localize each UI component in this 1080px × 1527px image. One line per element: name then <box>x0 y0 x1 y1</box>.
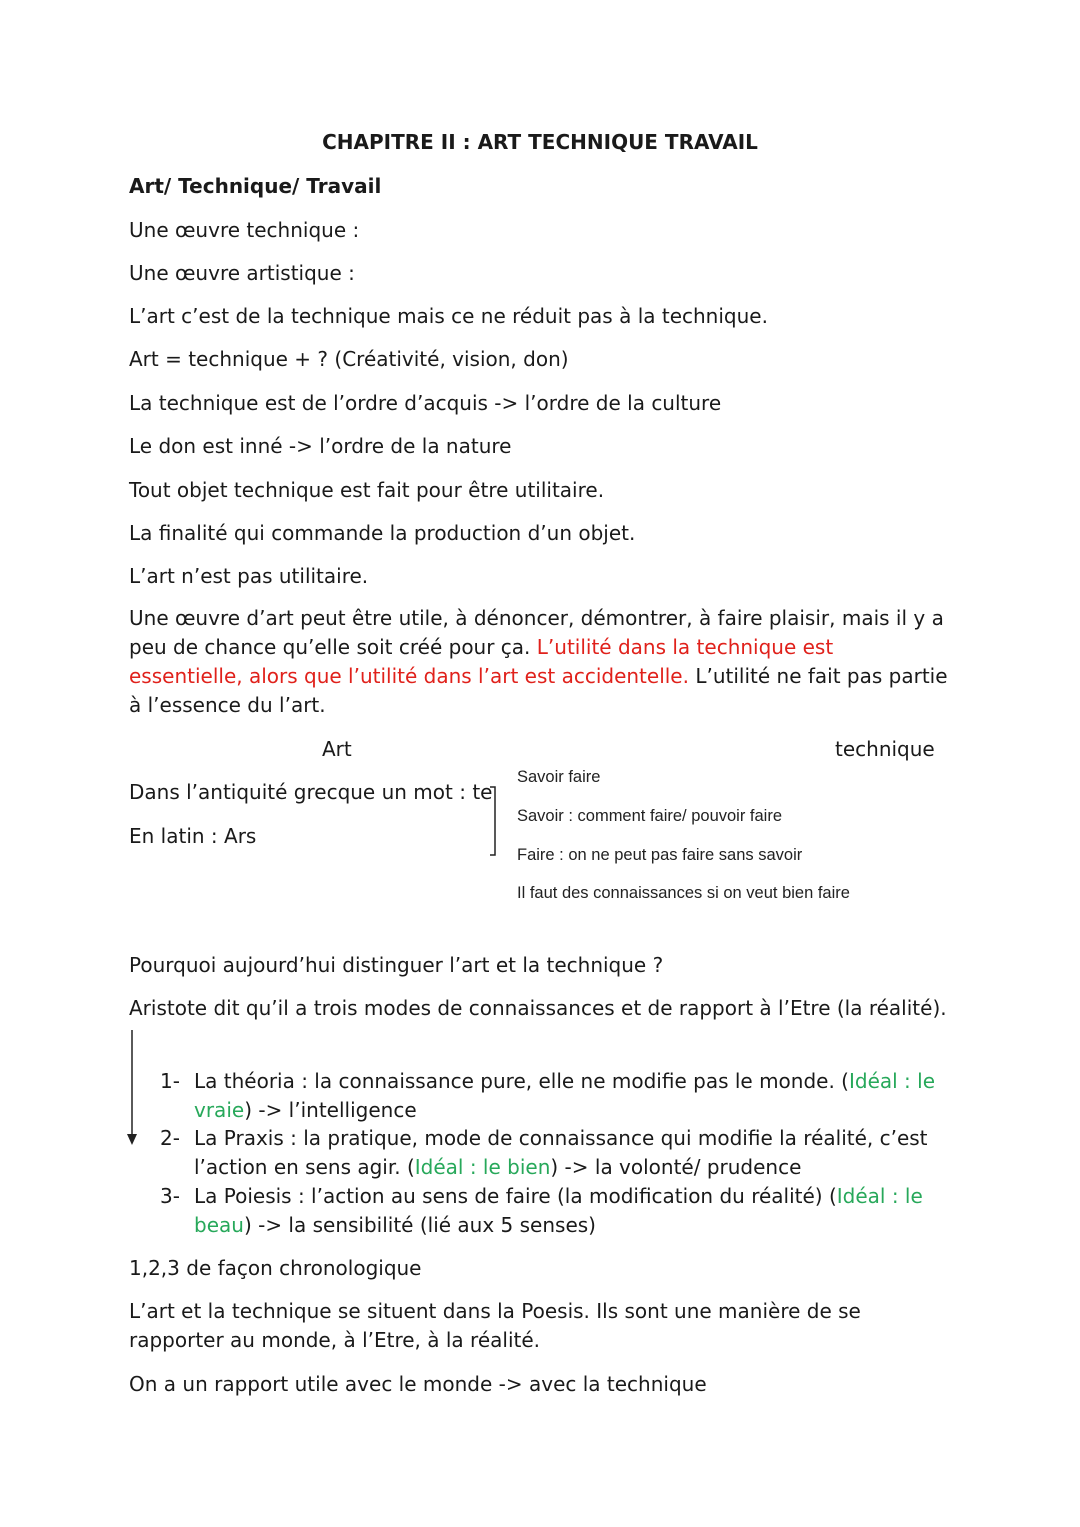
list-item <box>160 1124 960 1182</box>
technique-label: technique <box>835 737 935 761</box>
list-item <box>160 1182 960 1240</box>
paragraph-text: L’utilité ne fait pas partie à l’essence du l’art. <box>129 664 948 717</box>
paragraph-text: Une œuvre d’art peut être utile, à dénoncer, démontrer, à faire plaisir, mais il y a peu de chance qu’elle soit créé pour ça. <box>129 606 944 659</box>
paragraph-utilite <box>129 604 949 720</box>
down-arrow-icon <box>126 1030 138 1146</box>
list-number: 3- <box>160 1184 180 1208</box>
rapport-line: On a un rapport utile avec le monde -> avec la technique <box>129 1372 707 1396</box>
note-line: Savoir : comment faire/ pouvoir faire <box>517 807 783 825</box>
list-item <box>160 1067 960 1125</box>
list-text: La Praxis : la pratique, mode de connaissance qui modifie la réalité, c’est l’action en sens agir. ( <box>194 1126 928 1179</box>
note-line: Il faut des connaissances si on veut bien faire <box>517 884 850 902</box>
ideal-green: Idéal : le bien <box>414 1155 551 1179</box>
list-number: 1- <box>160 1069 180 1093</box>
ideal-green: Idéal : le beau <box>194 1184 923 1237</box>
section-heading: Art/ Technique/ Travail <box>129 174 382 198</box>
text-line: L’art n’est pas utilitaire. <box>129 564 369 588</box>
list-text: La théoria : la connaissance pure, elle ne modifie pas le monde. ( <box>194 1069 849 1093</box>
antiquite-line: Dans l’antiquité grecque un mot : te <box>129 780 493 804</box>
latin-line: En latin : Ars <box>129 824 257 848</box>
page-title: CHAPITRE II : ART TECHNIQUE TRAVAIL <box>322 130 758 154</box>
text-line: La technique est de l’ordre d’acquis -> l’ordre de la culture <box>129 391 722 415</box>
bracket-icon <box>489 786 497 856</box>
text-line: Une œuvre technique : <box>129 218 360 242</box>
text-line: Tout objet technique est fait pour être utilitaire. <box>129 478 605 502</box>
note-line: Faire : on ne peut pas faire sans savoir <box>517 846 803 864</box>
list-text: ) -> la volonté/ prudence <box>550 1155 802 1179</box>
text-line: L’art c’est de la technique mais ce ne réduit pas à la technique. <box>129 304 768 328</box>
list-text: La Poiesis : l’action au sens de faire (la modification du réalité) ( <box>194 1184 837 1208</box>
list-text: ) -> l’intelligence <box>244 1098 417 1122</box>
aristote-paragraph: Aristote dit qu’il a trois modes de connaissances et de rapport à l’Etre (la réalité). <box>129 996 947 1020</box>
highlight-red: L’utilité dans la technique est essentielle, alors que l’utilité dans l’art est accidentelle. <box>129 635 834 688</box>
chrono-line: 1,2,3 de façon chronologique <box>129 1256 422 1280</box>
note-line: Savoir faire <box>517 768 601 786</box>
text-line: La finalité qui commande la production d’un objet. <box>129 521 636 545</box>
ideal-green: Idéal : le vraie <box>194 1069 936 1122</box>
list-number: 2- <box>160 1126 180 1150</box>
text-line: Une œuvre artistique : <box>129 261 355 285</box>
list-text: ) -> la sensibilité (lié aux 5 senses) <box>243 1213 596 1237</box>
art-label: Art <box>322 737 352 761</box>
question-line: Pourquoi aujourd’hui distinguer l’art et la technique ? <box>129 953 664 977</box>
poesis-paragraph: L’art et la technique se situent dans la Poesis. Ils sont une manière de se rapporter au monde, à l’Etre, à la réalité. <box>129 1299 861 1352</box>
text-line: Art = technique + ? (Créativité, vision, don) <box>129 347 569 371</box>
text-line: Le don est inné -> l’ordre de la nature <box>129 434 512 458</box>
